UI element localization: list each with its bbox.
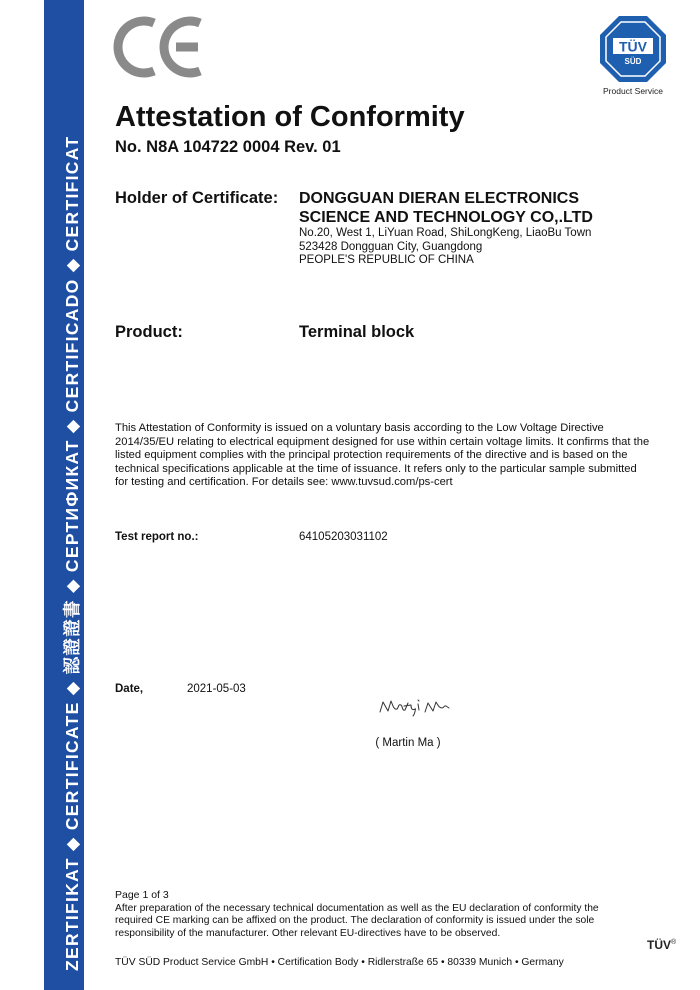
svg-text:SÜD: SÜD	[624, 57, 642, 66]
page-title: Attestation of Conformity	[115, 101, 465, 133]
holder-name-line-1: DONGGUAN DIERAN ELECTRONICS	[299, 190, 580, 207]
tuv-sud-logo	[598, 14, 668, 84]
holder-address-line-2: 523428 Dongguan City, Guangdong	[299, 240, 483, 253]
test-report-number: 64105203031102	[299, 531, 388, 543]
page-number: Page 1 of 3	[115, 889, 169, 901]
product-value: Terminal block	[299, 323, 415, 341]
certificate-sidebar	[44, 0, 84, 990]
certificate-number: No. N8A 104722 0004 Rev. 01	[115, 138, 341, 156]
holder-label: Holder of Certificate:	[115, 189, 279, 207]
issuer-address-footer: TÜV SÜD Product Service GmbH • Certification Body • Ridlerstraße 65 • 80339 Munich • Germany	[115, 957, 564, 968]
holder-address-line-1: No.20, West 1, LiYuan Road, ShiLongKeng, LiaoBu Town	[299, 227, 592, 239]
tuv-footer-mark	[647, 938, 676, 952]
issue-date: 2021-05-03	[187, 683, 246, 695]
signer-name: ( Martin Ma )	[375, 737, 441, 749]
holder-name-line-2: SCIENCE AND TECHNOLOGY CO,.LTD	[299, 209, 593, 226]
sidebar-certificate-text: ZERTIFIKAT ◆ CERTIFICATE ◆ 認證證書 ◆ СЕРТИФИКАТ ◆ CERTIFICADO ◆ CERTIFICAT	[62, 135, 82, 971]
date-label: Date,	[115, 683, 144, 695]
holder-address-line-3: PEOPLE'S REPUBLIC OF CHINA	[299, 254, 474, 266]
product-label: Product:	[115, 323, 183, 341]
holder-name	[299, 189, 679, 227]
registered-mark: ®	[671, 939, 677, 946]
test-report-label: Test report no.:	[115, 531, 199, 543]
conformity-statement: This Attestation of Conformity is issued on a voluntary basis according to the Low Voltage Directive 2014/35/EU relating to electrical equipment designed for use within certain voltage limits. It confirms that the listed equipment complies with the principal protection requirements of the directive and is based on the technical specifications applicable at the time of issuance. It refers only to the particular sample submitted for testing and certification. For details see: www.tuvsud.com/ps-cert	[115, 422, 650, 489]
ce-mark-logo	[112, 14, 204, 80]
holder-address	[299, 227, 679, 268]
ce-marking-footnote: After preparation of the necessary technical documentation as well as the EU declaration of conformity the required CE marking can be affixed on the product. The declaration of conformity is issued under the sole responsibility of the manufacturer. Other relevant EU-directives have to be observed.	[115, 903, 599, 939]
tuv-product-service-label: Product Service	[603, 86, 663, 96]
handwritten-signature	[378, 692, 450, 718]
tuv-footer-mark-text: TÜV	[647, 938, 671, 952]
svg-text:TÜV: TÜV	[619, 38, 647, 55]
